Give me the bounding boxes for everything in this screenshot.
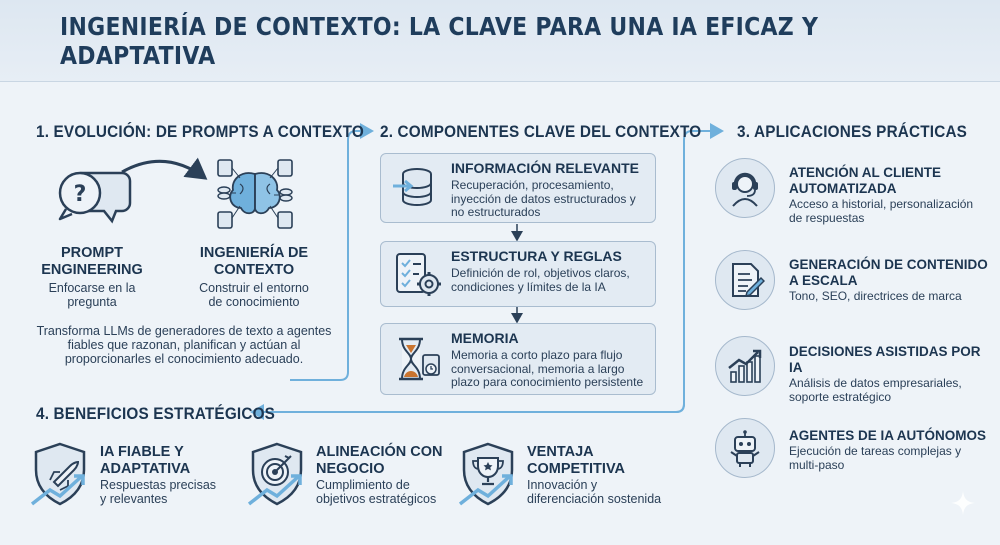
shield-target-icon	[245, 440, 309, 510]
shield-rocket-icon	[28, 440, 92, 510]
application-title-2: A ESCALA	[789, 273, 858, 288]
benefit-title-1: IA FIABLE Y	[100, 444, 184, 460]
benefit-desc-2: y relevantes	[100, 492, 168, 506]
context-desc-1: Construir el entorno	[199, 281, 309, 295]
brain-network-icon	[210, 156, 300, 236]
component-estructura-reglas	[380, 241, 656, 307]
sparkle-icon	[950, 490, 976, 516]
application-title-1: AGENTES DE IA AUTÓNOMOS	[789, 428, 987, 443]
application-title-1: GENERACIÓN DE CONTENIDO	[789, 257, 988, 272]
hourglass-icon	[391, 333, 443, 385]
application-title-1: DECISIONES ASISTIDAS POR IA	[789, 344, 981, 375]
component-desc-line: Definición de rol, objetivos claros,	[451, 266, 630, 280]
growth-chart-icon	[715, 336, 775, 396]
connector-2-3	[657, 131, 722, 412]
application-desc-2: soporte estratégico	[789, 390, 892, 404]
summary-line-3: proporcionarles el conocimiento adecuado.	[64, 352, 304, 366]
section-1-title: 1. EVOLUCIÓN: DE PROMPTS A CONTEXTO	[36, 122, 364, 141]
svg-text:?: ?	[73, 182, 87, 207]
database-icon	[391, 162, 443, 214]
component-desc-line: plazo para conocimiento persistente	[451, 375, 644, 389]
component-desc-line: conversacional, memoria a largo	[451, 361, 625, 376]
benefit-desc-2: diferenciación sostenida	[527, 492, 662, 506]
evolution-arrow	[122, 161, 205, 178]
prompt-desc-2: pregunta	[67, 295, 117, 309]
headset-agent-icon	[715, 158, 775, 218]
application-ai-decisions	[789, 344, 994, 404]
section-2-title: 2. COMPONENTES CLAVE DEL CONTEXTO	[380, 122, 702, 141]
application-desc-2: multi-paso	[789, 458, 845, 472]
robot-icon	[715, 418, 775, 478]
benefit-title-2: COMPETITIVA	[527, 461, 626, 477]
context-label-1: INGENIERÍA DE	[199, 245, 309, 261]
benefit-title-2: ADAPTATIVA	[100, 461, 191, 477]
benefit-competitive-advantage	[527, 444, 687, 506]
application-customer-service	[789, 165, 994, 225]
connector-3-4	[252, 404, 684, 412]
component-desc-line: inyección de datos estructurados y	[451, 191, 636, 206]
prompt-label-1: PROMPT	[60, 245, 124, 261]
component-informacion-relevante	[380, 153, 656, 223]
component-desc-line: condiciones y límites de la IA	[451, 279, 606, 294]
application-title-1: ATENCIÓN AL CLIENTE	[789, 165, 942, 180]
component-desc-line: no estructurados	[451, 205, 541, 219]
document-pen-icon	[715, 250, 775, 310]
prompt-label-2: ENGINEERING	[41, 262, 143, 278]
component-desc-line: Memoria a corto plazo para flujo	[451, 348, 623, 362]
context-engineering-block	[188, 245, 320, 309]
application-desc-1: Ejecución de tareas complejas y	[789, 444, 962, 458]
component-desc-line: Recuperación, procesamiento,	[451, 178, 614, 192]
application-desc-1: Acceso a historial, personalización	[789, 197, 974, 211]
benefit-business-alignment	[316, 444, 456, 506]
prompt-desc-1: Enfocarse en la	[48, 281, 136, 295]
component-title: MEMORIA	[451, 330, 519, 346]
component-title: INFORMACIÓN RELEVANTE	[451, 160, 639, 176]
section-4-title: 4. BENEFICIOS ESTRATÉGICOS	[36, 404, 276, 423]
application-desc-1: Tono, SEO, directrices de marca	[789, 289, 962, 303]
summary-line-1: Transforma LLMs de generadores de texto a agentes	[36, 324, 332, 338]
benefit-desc-1: Respuestas precisas	[100, 478, 217, 492]
component-title: ESTRUCTURA Y REGLAS	[451, 248, 622, 264]
benefit-title-1: ALINEACIÓN CON	[316, 444, 443, 460]
application-content-generation	[789, 257, 994, 303]
prompt-engineering-block	[34, 245, 150, 309]
application-autonomous-agents	[789, 428, 994, 472]
benefit-title-1: VENTAJA	[527, 444, 594, 460]
benefit-desc-1: Innovación y	[527, 478, 598, 492]
context-label-2: CONTEXTO	[213, 262, 295, 278]
question-bubble-icon	[52, 165, 132, 231]
evolution-summary	[24, 324, 344, 366]
benefit-title-2: NEGOCIO	[316, 461, 385, 477]
application-desc-2: de respuestas	[789, 211, 865, 225]
application-desc-1: Análisis de datos empresariales,	[789, 376, 962, 390]
checklist-gear-icon	[391, 248, 443, 300]
context-desc-2: de conocimiento	[208, 295, 300, 309]
benefit-desc-2: objetivos estratégicos	[316, 492, 437, 506]
shield-trophy-icon	[456, 440, 520, 510]
component-memoria	[380, 323, 656, 395]
section-3-title: 3. APLICACIONES PRÁCTICAS	[737, 122, 968, 141]
page-title: INGENIERÍA DE CONTEXTO: LA CLAVE PARA UNA IA EFICAZ Y ADAPTATIVA	[60, 11, 819, 70]
benefit-reliable-ai	[100, 444, 240, 506]
benefit-desc-1: Cumplimiento de	[316, 478, 410, 492]
summary-line-2: fiables que razonan, planifican y actúan al	[67, 338, 301, 352]
application-title-2: AUTOMATIZADA	[789, 181, 897, 196]
